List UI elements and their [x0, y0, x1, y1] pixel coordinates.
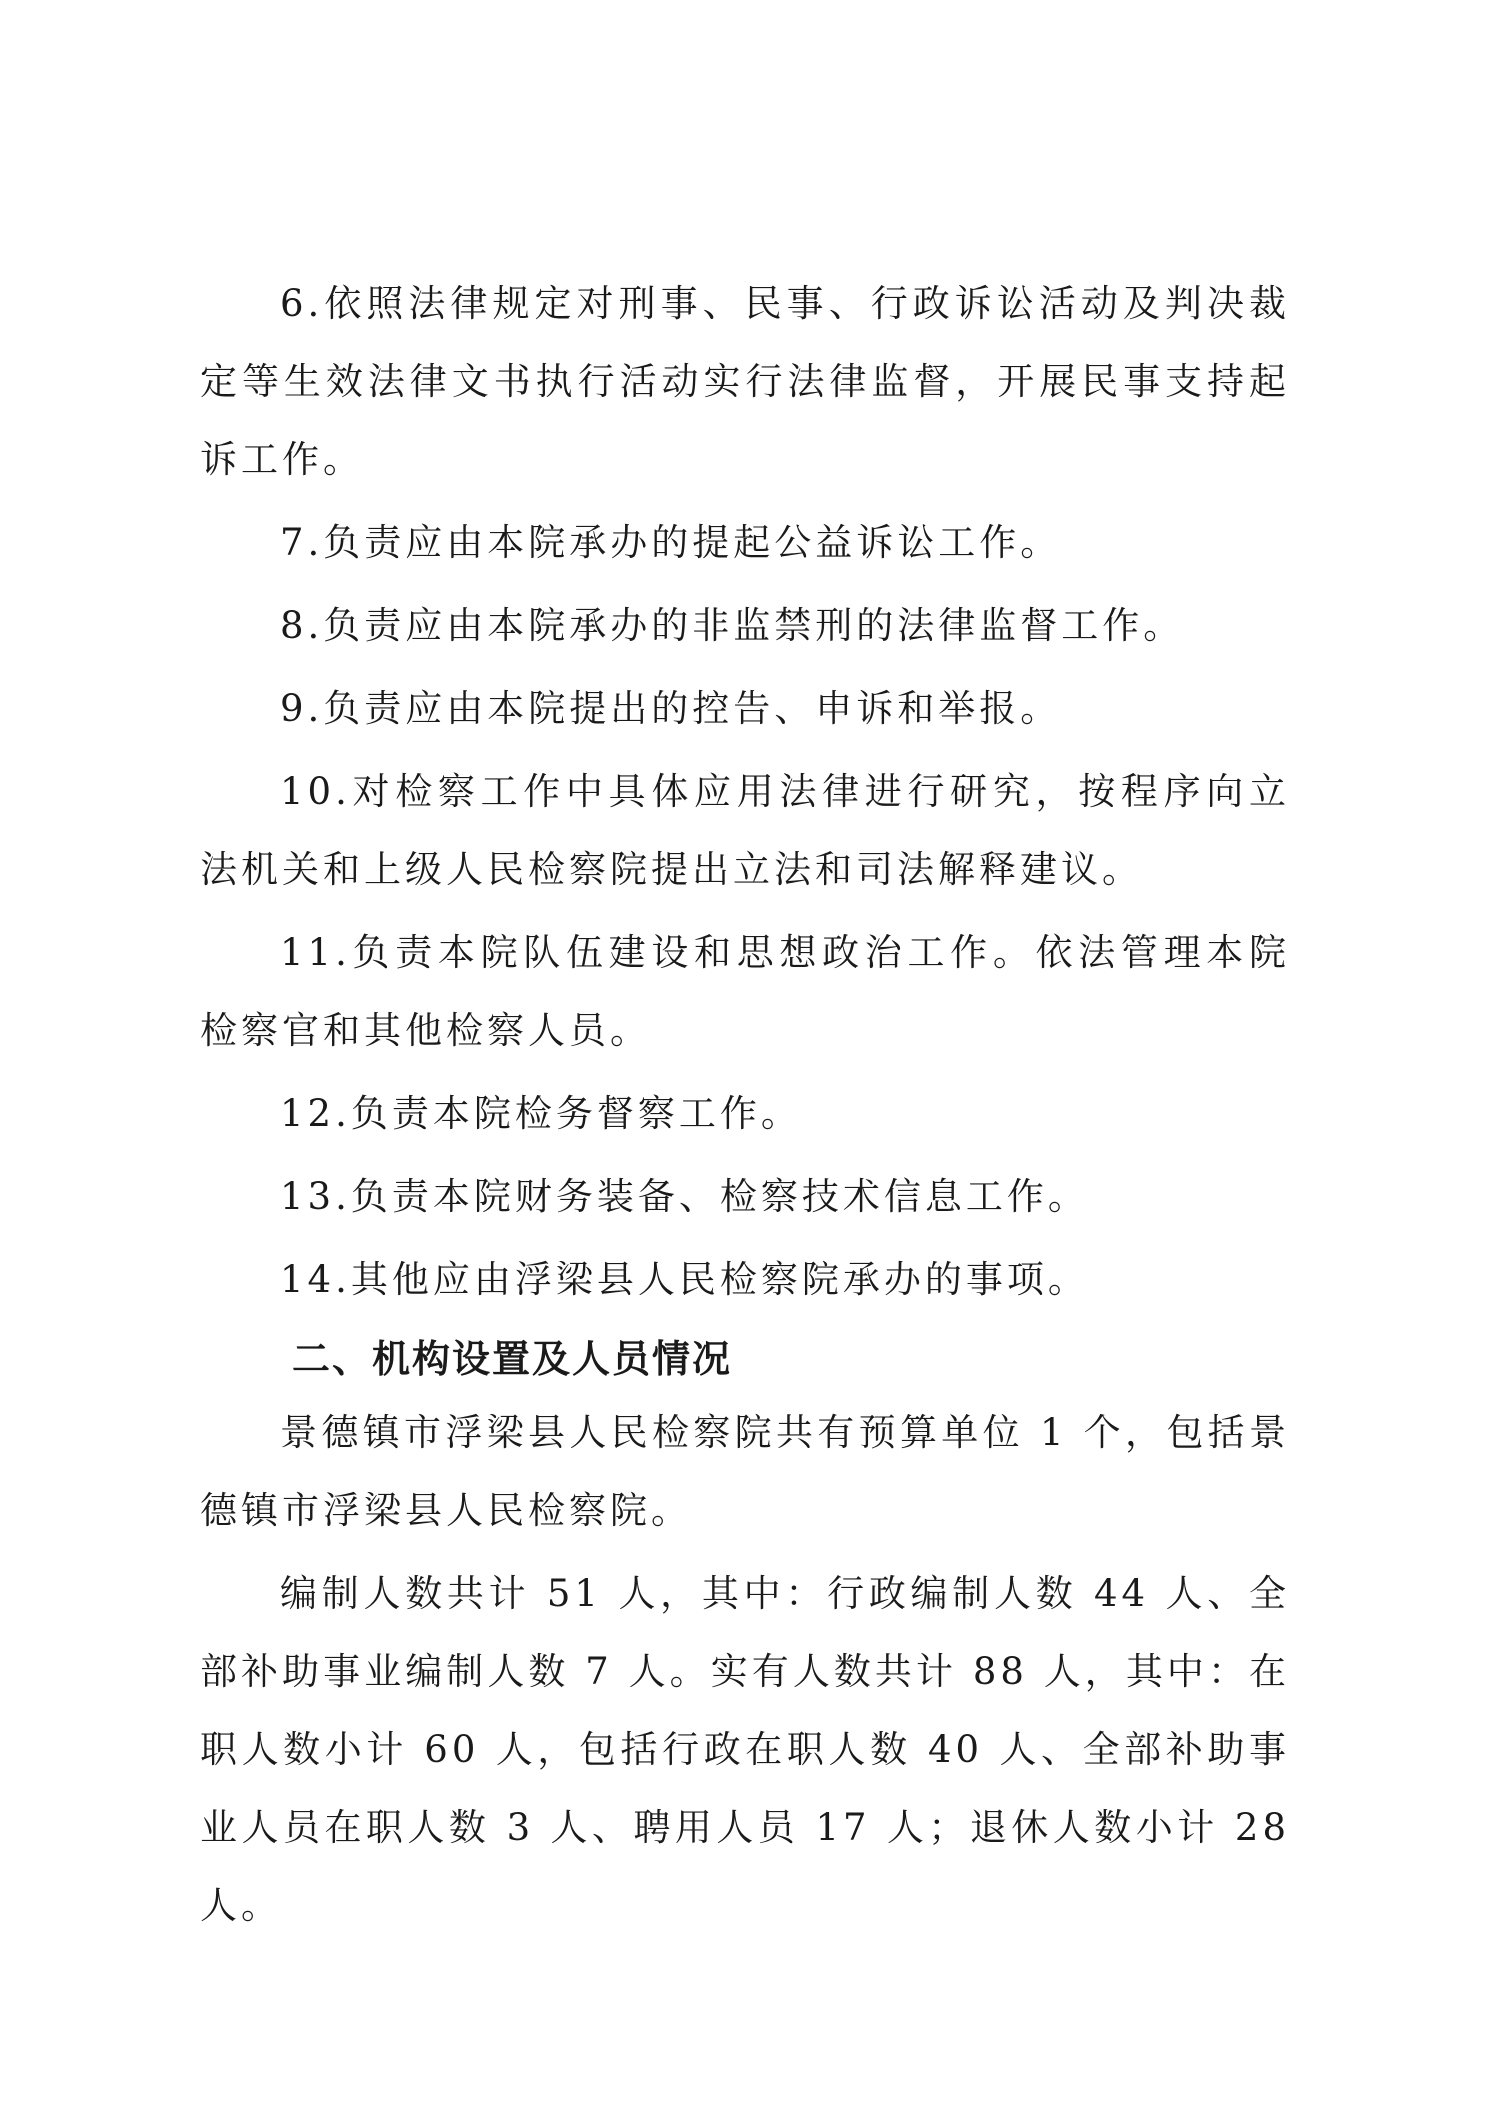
duty-item-12: 12.负责本院检务督察工作。 [280, 1092, 802, 1135]
duty-item-13: 13.负责本院财务装备、检察技术信息工作。 [280, 1175, 1089, 1218]
duty-item-9: 9.负责应由本院提出的控告、申诉和举报。 [280, 687, 1062, 730]
duty-item-10: 10.对检察工作中具体应用法律进行研究，按程序向立法机关和上级人民检察院提出立法和司法解释建议。 [200, 770, 1290, 891]
duty-item-7: 7.负责应由本院承办的提起公益诉讼工作。 [280, 521, 1062, 564]
duty-item-8: 8.负责应由本院承办的非监禁刑的法律监督工作。 [280, 604, 1185, 647]
staffing-paragraph: 编制人数共计 51 人，其中：行政编制人数 44 人、全部补助事业编制人数 7 人。实有人数共计 88 人，其中：在职人数小计 60 人，包括行政在职人数 40 人、全部补助事业人员在职人数 3 人、聘用人员 17 人；退休人数小计 28 人。 [200, 1572, 1290, 1927]
duty-item-6: 6.依照法律规定对刑事、民事、行政诉讼活动及判决裁定等生效法律文书执行活动实行法律监督，开展民事支持起诉工作。 [200, 282, 1290, 481]
document-body [200, 265, 1290, 1950]
duty-item-14: 14.其他应由浮梁县人民检察院承办的事项。 [280, 1258, 1089, 1301]
budget-unit-paragraph: 景德镇市浮梁县人民检察院共有预算单位 1 个，包括景德镇市浮梁县人民检察院。 [200, 1411, 1290, 1532]
section-heading: 二、机构设置及人员情况 [292, 1337, 733, 1381]
duty-item-11: 11.负责本院队伍建设和思想政治工作。依法管理本院检察官和其他检察人员。 [200, 931, 1290, 1052]
